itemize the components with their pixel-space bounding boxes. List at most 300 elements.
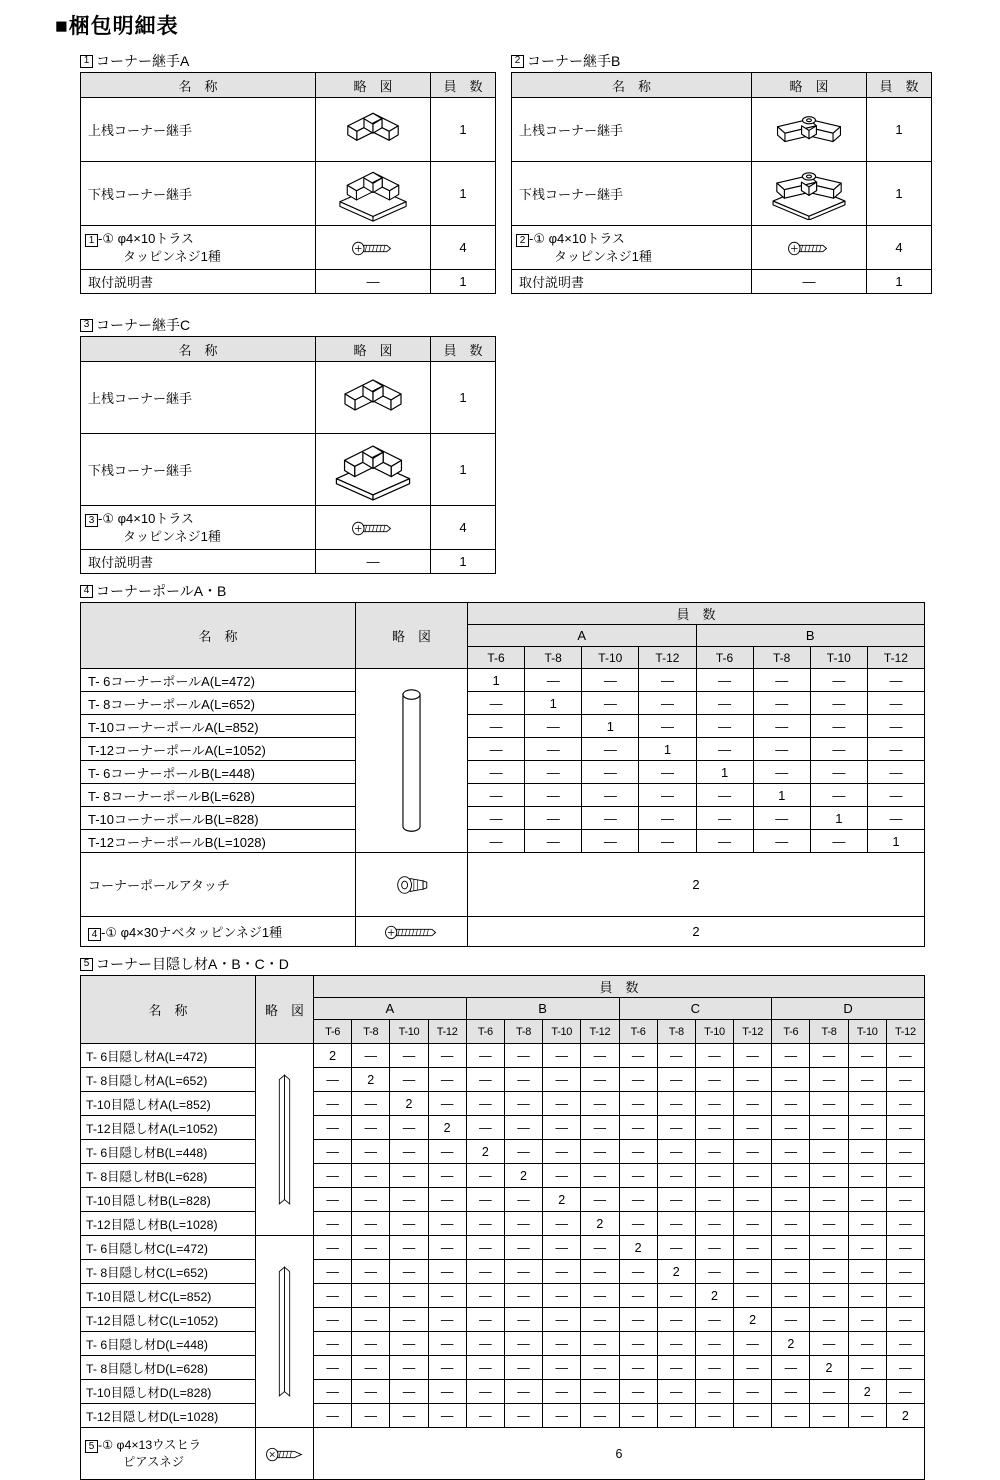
qty-cell: —	[810, 830, 867, 853]
qty-cell: —	[582, 807, 639, 830]
qty-cell: —	[504, 1260, 542, 1284]
qty-cell: —	[772, 1212, 810, 1236]
qty-cell: —	[657, 1308, 695, 1332]
part-name: 上桟コーナー継手	[81, 98, 316, 162]
qty-cell: —	[466, 1380, 504, 1404]
table-row	[81, 226, 496, 270]
pan-screw-icon	[356, 917, 468, 947]
col-header-diagram: 略 図	[752, 73, 867, 98]
corner-joint-b-table	[511, 72, 932, 294]
qty-cell: —	[390, 1308, 428, 1332]
qty-cell: —	[772, 1236, 810, 1260]
qty-cell: —	[352, 1212, 390, 1236]
qty-cell: —	[886, 1188, 924, 1212]
diagram-dash: —	[316, 270, 431, 294]
section-blind-material	[80, 955, 932, 1480]
qty-cell: —	[810, 1212, 848, 1236]
part-name-line2: タッピンネジ1種	[123, 248, 221, 264]
qty-cell: —	[582, 830, 639, 853]
table-row	[81, 761, 925, 784]
qty-cell: —	[314, 1140, 352, 1164]
qty-cell: —	[390, 1380, 428, 1404]
qty-cell: —	[657, 1044, 695, 1068]
qty-cell: 1	[867, 162, 932, 226]
table-row	[512, 98, 932, 162]
qty-cell: —	[695, 1068, 733, 1092]
qty-cell: —	[848, 1092, 886, 1116]
table-row	[81, 784, 925, 807]
qty-cell: 1	[810, 807, 867, 830]
qty-cell: —	[619, 1188, 657, 1212]
qty-cell: —	[867, 761, 924, 784]
part-name: T-12目隠し材B(L=1028)	[81, 1212, 256, 1236]
qty-cell: —	[352, 1116, 390, 1140]
qty-cell: —	[428, 1260, 466, 1284]
qty-cell: —	[772, 1260, 810, 1284]
table-row	[81, 669, 925, 692]
qty-cell: —	[657, 1380, 695, 1404]
part-name-text: φ4×30ナベタッピンネジ1種	[120, 924, 283, 940]
section-number-box: 1	[80, 55, 93, 68]
qty-cell: —	[810, 1332, 848, 1356]
qty-cell: 2	[466, 1140, 504, 1164]
qty-cell: —	[504, 1404, 542, 1428]
part-name-line2: タッピンネジ1種	[123, 528, 221, 544]
qty-cell: 6	[314, 1428, 925, 1480]
qty-cell: —	[504, 1044, 542, 1068]
part-name: T- 8目隠し材A(L=652)	[81, 1068, 256, 1092]
qty-cell: —	[314, 1308, 352, 1332]
qty-cell: —	[428, 1188, 466, 1212]
qty-cell: —	[314, 1332, 352, 1356]
angle-profile-icon	[256, 1044, 314, 1236]
part-name: 取付説明書	[512, 270, 752, 294]
qty-cell: 1	[525, 692, 582, 715]
group-header-b: B	[696, 625, 925, 647]
qty-cell: —	[352, 1284, 390, 1308]
qty-cell: —	[753, 715, 810, 738]
qty-cell: —	[428, 1308, 466, 1332]
qty-cell: —	[619, 1380, 657, 1404]
item-number-suffix: -①	[98, 230, 114, 246]
qty-cell: —	[639, 807, 696, 830]
lower-corner-joint-icon	[316, 162, 431, 226]
qty-cell: —	[390, 1260, 428, 1284]
qty-cell: —	[734, 1116, 772, 1140]
table-row	[81, 830, 925, 853]
qty-cell: —	[543, 1092, 581, 1116]
qty-cell: —	[886, 1116, 924, 1140]
qty-cell: —	[468, 784, 525, 807]
size-header: T-8	[352, 1020, 390, 1044]
qty-cell: —	[504, 1116, 542, 1140]
item-number-suffix: -①	[529, 230, 545, 246]
section-corner-pole	[80, 582, 932, 947]
col-header-diagram: 略 図	[256, 976, 314, 1044]
corner-joint-c-table	[80, 336, 496, 574]
qty-cell: —	[582, 784, 639, 807]
col-header-name: 名 称	[81, 337, 316, 362]
qty-cell: —	[639, 830, 696, 853]
page-title: ■梱包明細表	[55, 15, 179, 38]
qty-cell: —	[753, 807, 810, 830]
table-row	[81, 738, 925, 761]
qty-cell: —	[886, 1308, 924, 1332]
table-row	[81, 1236, 925, 1260]
qty-cell: 2	[657, 1260, 695, 1284]
qty-cell: —	[314, 1284, 352, 1308]
section-label	[80, 955, 932, 973]
qty-cell: —	[695, 1212, 733, 1236]
qty-cell: —	[695, 1308, 733, 1332]
qty-cell: —	[619, 1260, 657, 1284]
qty-cell: —	[352, 1404, 390, 1428]
qty-cell: —	[314, 1164, 352, 1188]
qty-cell: —	[428, 1044, 466, 1068]
qty-cell: —	[619, 1212, 657, 1236]
truss-screw-icon	[752, 226, 867, 270]
qty-cell: 1	[431, 162, 496, 226]
part-name-line1	[85, 1437, 251, 1454]
qty-cell: —	[543, 1284, 581, 1308]
qty-cell: —	[314, 1260, 352, 1284]
item-number-suffix: -①	[98, 510, 114, 526]
table-row	[81, 362, 496, 434]
qty-cell: —	[772, 1356, 810, 1380]
qty-cell: —	[390, 1140, 428, 1164]
qty-cell: —	[886, 1332, 924, 1356]
qty-cell: —	[581, 1188, 619, 1212]
qty-cell: —	[314, 1188, 352, 1212]
qty-cell: —	[581, 1068, 619, 1092]
qty-cell: —	[390, 1236, 428, 1260]
section-label	[80, 316, 932, 334]
size-header: T-8	[657, 1020, 695, 1044]
size-header: T-12	[734, 1020, 772, 1044]
qty-cell: —	[582, 669, 639, 692]
qty-cell: —	[695, 1044, 733, 1068]
part-name: T-10目隠し材A(L=852)	[81, 1092, 256, 1116]
qty-cell: —	[848, 1284, 886, 1308]
qty-cell: —	[734, 1068, 772, 1092]
qty-cell: —	[810, 738, 867, 761]
part-name: 取付説明書	[81, 270, 316, 294]
qty-cell: —	[753, 761, 810, 784]
table-row	[81, 853, 925, 917]
qty-cell: —	[867, 738, 924, 761]
qty-cell: —	[428, 1332, 466, 1356]
truss-screw-icon	[316, 226, 431, 270]
table-row	[81, 1140, 925, 1164]
qty-cell: —	[582, 761, 639, 784]
qty-cell: —	[581, 1380, 619, 1404]
qty-cell: —	[657, 1092, 695, 1116]
part-name: T- 6目隠し材B(L=448)	[81, 1140, 256, 1164]
section-label	[511, 52, 932, 70]
qty-cell: 2	[314, 1044, 352, 1068]
qty-cell: —	[753, 669, 810, 692]
size-header: T-10	[848, 1020, 886, 1044]
qty-cell: —	[619, 1164, 657, 1188]
group-header-a: A	[468, 625, 697, 647]
qty-cell: —	[543, 1380, 581, 1404]
qty-cell: —	[466, 1308, 504, 1332]
part-name: T-10目隠し材C(L=852)	[81, 1284, 256, 1308]
qty-cell: —	[695, 1404, 733, 1428]
table-row	[81, 1308, 925, 1332]
qty-cell: —	[810, 1140, 848, 1164]
qty-cell: —	[352, 1260, 390, 1284]
table-row	[81, 1164, 925, 1188]
qty-cell: —	[543, 1164, 581, 1188]
qty-cell: —	[468, 715, 525, 738]
qty-cell: —	[468, 738, 525, 761]
qty-cell: —	[543, 1068, 581, 1092]
part-name: 取付説明書	[81, 550, 316, 574]
qty-cell: —	[581, 1140, 619, 1164]
qty-cell: —	[581, 1308, 619, 1332]
table-row	[81, 807, 925, 830]
qty-cell: —	[543, 1140, 581, 1164]
section-title: コーナー継手A	[96, 53, 190, 69]
qty-cell: —	[543, 1356, 581, 1380]
qty-cell: —	[468, 761, 525, 784]
qty-cell: —	[543, 1212, 581, 1236]
table-row	[81, 98, 496, 162]
col-header-qty: 員 数	[431, 73, 496, 98]
header-row	[81, 976, 925, 998]
qty-cell: —	[772, 1092, 810, 1116]
qty-cell: —	[696, 738, 753, 761]
part-name: T- 6目隠し材A(L=472)	[81, 1044, 256, 1068]
qty-cell: —	[504, 1236, 542, 1260]
qty-cell: —	[810, 1284, 848, 1308]
qty-cell: —	[772, 1308, 810, 1332]
section-number-box: 5	[80, 958, 93, 971]
qty-cell: 2	[772, 1332, 810, 1356]
qty-cell: —	[886, 1092, 924, 1116]
item-number-box: 3	[85, 514, 98, 527]
qty-cell: —	[657, 1284, 695, 1308]
qty-cell: —	[734, 1212, 772, 1236]
part-name: T-10目隠し材B(L=828)	[81, 1188, 256, 1212]
qty-cell: —	[848, 1404, 886, 1428]
qty-cell: —	[772, 1380, 810, 1404]
qty-cell: —	[543, 1404, 581, 1428]
qty-cell: —	[504, 1332, 542, 1356]
qty-cell: —	[810, 1116, 848, 1140]
qty-cell: —	[886, 1380, 924, 1404]
header-row	[512, 73, 932, 98]
qty-cell: —	[753, 692, 810, 715]
group-header-c: C	[619, 998, 772, 1020]
qty-cell: —	[314, 1236, 352, 1260]
table-row	[81, 162, 496, 226]
qty-cell: —	[543, 1332, 581, 1356]
col-header-qty: 員 数	[867, 73, 932, 98]
qty-cell: —	[848, 1332, 886, 1356]
table-row	[512, 270, 932, 294]
part-name: 下桟コーナー継手	[81, 434, 316, 506]
table-row	[81, 550, 496, 574]
qty-cell: 1	[468, 669, 525, 692]
part-name: T- 6コーナーポールB(L=448)	[81, 761, 356, 784]
part-name-text: φ4×13ウスヒラ	[116, 1437, 202, 1452]
qty-cell: 2	[390, 1092, 428, 1116]
header-row	[81, 73, 496, 98]
qty-cell: —	[466, 1236, 504, 1260]
qty-cell: —	[810, 1068, 848, 1092]
qty-cell: 2	[468, 917, 925, 947]
qty-cell: —	[504, 1140, 542, 1164]
qty-cell: —	[581, 1260, 619, 1284]
table-row	[81, 1068, 925, 1092]
table-row	[81, 1380, 925, 1404]
qty-cell: 2	[428, 1116, 466, 1140]
qty-cell: —	[619, 1404, 657, 1428]
header-row	[81, 337, 496, 362]
qty-cell: —	[619, 1308, 657, 1332]
diagram-dash: —	[752, 270, 867, 294]
qty-cell: —	[696, 669, 753, 692]
qty-cell: —	[753, 830, 810, 853]
qty-cell: —	[886, 1356, 924, 1380]
qty-cell: —	[466, 1332, 504, 1356]
item-number-suffix: -①	[98, 1437, 114, 1452]
qty-cell: 1	[582, 715, 639, 738]
section-title: コーナー継手B	[527, 53, 621, 69]
group-header-d: D	[772, 998, 925, 1020]
qty-cell: 2	[886, 1404, 924, 1428]
size-header: T-8	[810, 1020, 848, 1044]
part-name: 下桟コーナー継手	[512, 162, 752, 226]
qty-cell: —	[581, 1164, 619, 1188]
qty-cell: —	[696, 784, 753, 807]
size-header: T-8	[525, 647, 582, 669]
qty-cell: —	[390, 1212, 428, 1236]
part-name-line2: ピアスネジ	[123, 1454, 184, 1469]
size-header: T-6	[696, 647, 753, 669]
qty-cell: —	[525, 761, 582, 784]
part-name: T-10コーナーポールB(L=828)	[81, 807, 356, 830]
page-content	[80, 52, 932, 1480]
qty-cell: 2	[581, 1212, 619, 1236]
qty-cell: —	[314, 1116, 352, 1140]
qty-cell: —	[695, 1236, 733, 1260]
col-header-name: 名 称	[512, 73, 752, 98]
qty-cell: —	[810, 1404, 848, 1428]
qty-cell: —	[734, 1164, 772, 1188]
qty-cell: —	[466, 1188, 504, 1212]
qty-cell: —	[734, 1188, 772, 1212]
qty-cell: —	[581, 1092, 619, 1116]
part-name: T- 6目隠し材C(L=472)	[81, 1236, 256, 1260]
upper-corner-joint-icon	[316, 362, 431, 434]
qty-cell: —	[466, 1356, 504, 1380]
qty-cell: —	[504, 1284, 542, 1308]
qty-cell: —	[772, 1068, 810, 1092]
col-header-qty: 員 数	[314, 976, 925, 998]
qty-cell: —	[867, 784, 924, 807]
part-name-line1	[516, 230, 747, 248]
qty-cell: —	[314, 1380, 352, 1404]
qty-cell: —	[525, 784, 582, 807]
qty-cell: —	[466, 1068, 504, 1092]
qty-cell: —	[848, 1260, 886, 1284]
qty-cell: —	[810, 1044, 848, 1068]
part-name-line1	[85, 230, 311, 248]
qty-cell: —	[886, 1212, 924, 1236]
lower-corner-joint-icon	[752, 162, 867, 226]
table-row	[81, 1044, 925, 1068]
qty-cell: —	[619, 1140, 657, 1164]
part-name: T- 8目隠し材D(L=628)	[81, 1356, 256, 1380]
qty-cell: —	[695, 1188, 733, 1212]
qty-cell: —	[314, 1092, 352, 1116]
qty-cell: —	[810, 669, 867, 692]
table-row	[81, 506, 496, 550]
qty-cell: —	[466, 1212, 504, 1236]
upper-corner-joint-icon	[752, 98, 867, 162]
table-row	[81, 1260, 925, 1284]
size-header: T-6	[314, 1020, 352, 1044]
qty-cell: —	[352, 1164, 390, 1188]
qty-cell: —	[466, 1164, 504, 1188]
qty-cell: —	[772, 1116, 810, 1140]
diagram-dash: —	[316, 550, 431, 574]
qty-cell: —	[696, 807, 753, 830]
qty-cell: —	[428, 1236, 466, 1260]
qty-cell: —	[734, 1284, 772, 1308]
qty-cell: 1	[867, 830, 924, 853]
qty-cell: —	[543, 1236, 581, 1260]
part-name	[81, 506, 316, 550]
qty-cell: 1	[431, 362, 496, 434]
qty-cell: —	[504, 1356, 542, 1380]
qty-cell: —	[581, 1236, 619, 1260]
qty-cell: —	[657, 1068, 695, 1092]
table-row	[81, 1188, 925, 1212]
qty-cell: —	[543, 1116, 581, 1140]
qty-cell: —	[314, 1068, 352, 1092]
table-row	[81, 715, 925, 738]
qty-cell: —	[734, 1092, 772, 1116]
qty-cell: —	[772, 1188, 810, 1212]
qty-cell: —	[390, 1404, 428, 1428]
col-header-diagram: 略 図	[356, 603, 468, 669]
qty-cell: —	[695, 1164, 733, 1188]
part-name-line2: タッピンネジ1種	[554, 248, 652, 264]
qty-cell: —	[848, 1212, 886, 1236]
qty-cell: —	[848, 1116, 886, 1140]
table-row	[81, 1404, 925, 1428]
qty-cell: —	[867, 715, 924, 738]
qty-cell: —	[352, 1356, 390, 1380]
qty-cell: —	[581, 1332, 619, 1356]
qty-cell: —	[543, 1308, 581, 1332]
qty-cell: 2	[810, 1356, 848, 1380]
qty-cell: —	[619, 1068, 657, 1092]
table-row	[81, 1092, 925, 1116]
qty-cell: —	[504, 1068, 542, 1092]
part-name: コーナーポールアタッチ	[81, 853, 356, 917]
upper-corner-joint-icon	[316, 98, 431, 162]
group-header-a: A	[314, 998, 467, 1020]
qty-cell: —	[886, 1068, 924, 1092]
qty-cell: —	[352, 1092, 390, 1116]
qty-cell: —	[390, 1068, 428, 1092]
qty-cell: —	[543, 1260, 581, 1284]
